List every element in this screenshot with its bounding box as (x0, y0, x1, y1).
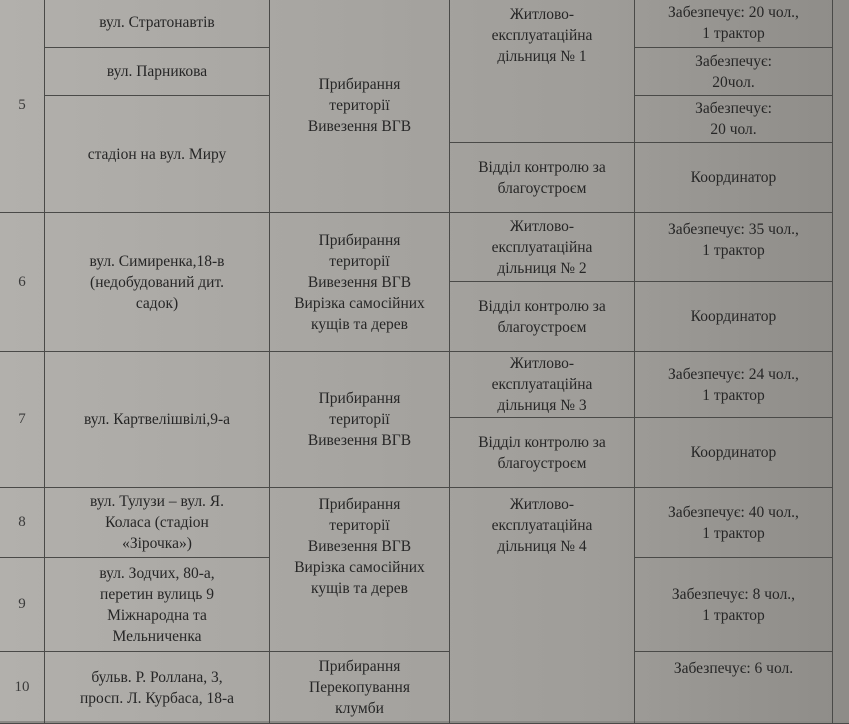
responsible-line: Житлово- (454, 216, 630, 237)
works-line: Вивезення ВГВ (274, 272, 445, 293)
provision-cell (635, 213, 833, 282)
works-line: Вивезення ВГВ (274, 536, 445, 557)
works-line: кущів та дерев (274, 314, 445, 335)
responsible-line: благоустроєм (454, 453, 630, 474)
provision-line: Забезпечує: (639, 51, 828, 72)
location-cell (45, 352, 270, 488)
responsible-line: експлуатаційна (454, 25, 630, 46)
location-line: стадіон на вул. Миру (88, 146, 227, 163)
location-line: бульв. Р. Роллана, 3, (49, 667, 265, 688)
location-line: Мельниченка (49, 626, 265, 647)
location-line: просп. Л. Курбаса, 18-а (49, 688, 265, 709)
location-cell (45, 488, 270, 558)
works-line: території (274, 515, 445, 536)
provision-line: Забезпечує: 8 чол., (639, 584, 828, 605)
responsible-cell (450, 0, 635, 143)
responsible-line: Житлово- (454, 4, 630, 25)
table-row (0, 213, 849, 282)
responsible-line: дільниця № 3 (454, 395, 630, 416)
responsible-cell (450, 488, 635, 724)
provision-cell (635, 96, 833, 143)
responsible-line: благоустроєм (454, 317, 630, 338)
responsible-cell (450, 143, 635, 213)
responsible-line: Відділ контролю за (454, 157, 630, 178)
provision-cell (635, 558, 833, 652)
works-cell (270, 352, 450, 488)
provision-line: Забезпечує: (639, 98, 828, 119)
works-line: Прибирання (274, 230, 445, 251)
provision-line: Забезпечує: 20 чол., (639, 2, 828, 23)
provision-line: 20 чол. (639, 119, 828, 140)
provision-line: Забезпечує: 35 чол., (639, 219, 828, 240)
row-number: 7 (0, 352, 45, 488)
provision-line: 1 трактор (639, 23, 828, 44)
provision-line: 1 трактор (639, 385, 828, 406)
responsible-line: Відділ контролю за (454, 432, 630, 453)
table-row (0, 652, 849, 724)
provision-cell (635, 143, 833, 213)
row-number: 9 (0, 558, 45, 652)
provision-line: Забезпечує: 6 чол. (639, 658, 828, 679)
location-cell (45, 558, 270, 652)
responsible-line: Відділ контролю за (454, 296, 630, 317)
row-number: 10 (0, 652, 45, 724)
provision-line: Координатор (639, 167, 828, 188)
location-line: вул. Картвелішвілі,9-а (49, 409, 265, 430)
works-line: Вирізка самосійних (274, 557, 445, 578)
location-line: вул. Симиренка,18-в (49, 251, 265, 272)
responsible-cell (450, 282, 635, 352)
location-line: вул. Стратонавтів (99, 14, 215, 31)
works-cell (270, 213, 450, 352)
responsible-cell (450, 418, 635, 488)
works-line: території (274, 95, 445, 116)
extra-column (833, 0, 849, 724)
works-line: Вивезення ВГВ (274, 430, 445, 451)
location-line: вул. Зодчих, 80-а, (49, 563, 265, 584)
responsible-line: Житлово- (454, 353, 630, 374)
provision-cell (635, 488, 833, 558)
responsible-line: експлуатаційна (454, 374, 630, 395)
location-line: Міжнародна та (49, 605, 265, 626)
provision-line: Забезпечує: 24 чол., (639, 364, 828, 385)
provision-cell (635, 0, 833, 48)
location-line: перетин вулиць 9 (49, 584, 265, 605)
works-line: клумби (274, 698, 445, 719)
location-cell (45, 0, 270, 48)
location-cell (45, 213, 270, 352)
row-number: 8 (0, 488, 45, 558)
responsible-cell (450, 352, 635, 418)
provision-cell (635, 48, 833, 96)
location-cell (45, 48, 270, 96)
location-line: садок) (49, 293, 265, 314)
row-number: 5 (0, 0, 45, 213)
provision-line: 20чол. (639, 72, 828, 93)
provision-cell (635, 352, 833, 418)
provision-line: Забезпечує: 40 чол., (639, 502, 828, 523)
works-cell (270, 0, 450, 213)
works-line: Вивезення ВГВ (274, 116, 445, 137)
responsible-line: експлуатаційна (454, 237, 630, 258)
responsible-cell (450, 213, 635, 282)
location-line: вул. Парникова (107, 63, 207, 80)
provision-cell (635, 418, 833, 488)
row-number: 6 (0, 213, 45, 352)
responsible-line: дільниця № 1 (454, 46, 630, 67)
works-line: території (274, 409, 445, 430)
provision-line: Координатор (639, 306, 828, 327)
location-line: (недобудований дит. (49, 272, 265, 293)
table-row (0, 352, 849, 418)
provision-line: 1 трактор (639, 240, 828, 261)
provision-cell (635, 652, 833, 724)
provision-line: 1 трактор (639, 523, 828, 544)
works-line: Прибирання (274, 656, 445, 677)
table-row (0, 488, 849, 558)
location-cell (45, 652, 270, 724)
table-row (0, 0, 849, 48)
responsible-line: дільниця № 2 (454, 258, 630, 279)
works-cell (270, 652, 450, 724)
works-line: Прибирання (274, 494, 445, 515)
works-line: Перекопування (274, 677, 445, 698)
location-cell (45, 96, 270, 213)
provision-line: Координатор (639, 442, 828, 463)
provision-line: 1 трактор (639, 605, 828, 626)
works-line: Прибирання (274, 388, 445, 409)
responsible-line: благоустроєм (454, 178, 630, 199)
location-line: вул. Тулузи – вул. Я. (49, 491, 265, 512)
location-line: «Зірочка») (49, 533, 265, 554)
works-line: Вирізка самосійних (274, 293, 445, 314)
works-line: кущів та дерев (274, 578, 445, 599)
responsible-line: експлуатаційна (454, 515, 630, 536)
responsible-line: дільниця № 4 (454, 536, 630, 557)
provision-cell (635, 282, 833, 352)
location-line: Коласа (стадіон (49, 512, 265, 533)
works-line: території (274, 251, 445, 272)
works-line: Прибирання (274, 74, 445, 95)
responsible-line: Житлово- (454, 494, 630, 515)
works-cell (270, 488, 450, 652)
